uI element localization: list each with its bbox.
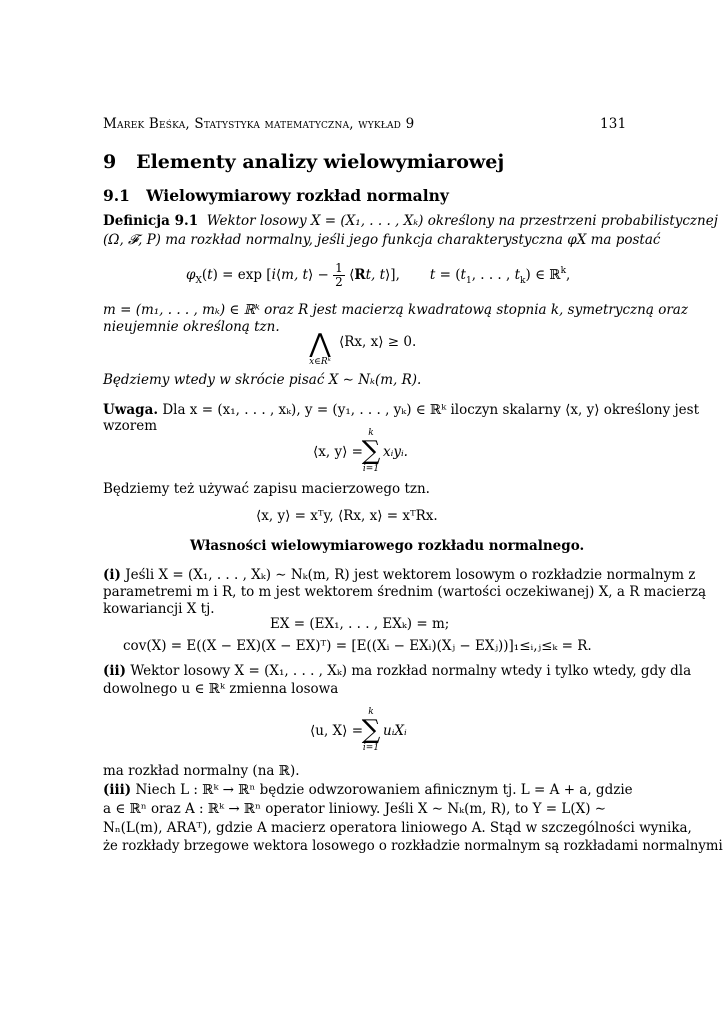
property-iii-line-3: Nₙ(L(m), ARAᵀ), gdzie A macierz operatora liniowego A. Stąd w szczególności wynika,	[103, 820, 692, 836]
remark-label: Uwaga.	[103, 402, 159, 418]
running-header-title: Marek Beśka, Statystyka matematyczna, wykład 9	[103, 116, 415, 132]
section-title: Elementy analizy wielowymiarowej	[136, 151, 505, 173]
definition-line-1	[103, 213, 718, 230]
section-heading	[103, 151, 505, 173]
section-number: 9	[103, 151, 117, 173]
property-i-line-1: (i) Jeśli X = (X₁, . . . , Xₖ) ∼ Nₖ(m, R) jest wektorem losowym o rozkładzie normalnym z	[103, 567, 696, 583]
property-ii-line-3: ma rozkład normalny (na ℝ).	[103, 763, 300, 779]
property-iii-line-4: że rozkłady brzegowe wektora losowego o rozkładzie normalnym są rozkładami normalnymi	[103, 838, 723, 854]
remark-line-3: Będziemy też używać zapisu macierzowego tzn.	[103, 481, 430, 497]
properties-heading: Własności wielowymiarowego rozkładu normalnego.	[190, 538, 585, 554]
matrix-notation-formula: ⟨x, y⟩ = xᵀy, ⟨Rx, x⟩ = xᵀRx.	[256, 508, 438, 524]
property-i-label: (i)	[103, 567, 121, 583]
property-iii-label: (iii)	[103, 782, 132, 798]
covariance-equation: cov(X) = E((X − EX)(X − EX)ᵀ) = [E((Xᵢ − EXᵢ)(Xⱼ − EXⱼ))]₁≤ᵢ,ⱼ≤ₖ = R.	[123, 638, 592, 654]
page-number: 131	[600, 116, 627, 132]
property-iii-line-1: (iii) Niech L : ℝᵏ → ℝⁿ będzie odwzorowaniem afinicznym tj. L = A + a, gdzie	[103, 782, 633, 798]
definition-line-2: (Ω, 𝓕, P) ma rozkład normalny, jeśli jego funkcja charakterystyczna φX ma postać	[103, 232, 661, 248]
mean-vector-equation: EX = (EX₁, . . . , EXₖ) = m;	[270, 616, 450, 632]
definition-line-3: m = (m₁, . . . , mₖ) ∈ ℝᵏ oraz R jest macierzą kwadratową stopnia k, symetryczną oraz	[103, 302, 688, 318]
remark-line-2: wzorem	[103, 418, 158, 434]
property-iii-line-2: a ∈ ℝⁿ oraz A : ℝᵏ → ℝⁿ operator liniowy. Jeśli X ∼ Nₖ(m, R), to Y = L(X) ∼	[103, 801, 607, 817]
subsection-heading	[103, 187, 449, 204]
summation-symbol: k ∑ i=1	[361, 428, 381, 474]
nonnegativity-inequality: ⟨Rx, x⟩ ≥ 0.	[339, 334, 417, 350]
remark-line-1	[103, 402, 699, 419]
linear-combination-rhs: uᵢXᵢ	[383, 723, 407, 739]
property-ii-label: (ii)	[103, 663, 127, 679]
one-half-fraction: $\frac{1}{2}$	[335, 261, 343, 289]
property-i-line-2: parametremi m i R, to m jest wektorem średnim (wartości oczekiwanej) X, a R macierzą	[103, 584, 707, 600]
subsection-number: 9.1	[103, 186, 130, 205]
inner-product-lhs: ⟨x, y⟩ =	[313, 444, 363, 460]
definition-label: Definicja 9.1	[103, 213, 199, 229]
summation-symbol-2: k ∑ i=1	[361, 707, 381, 753]
characteristic-function-formula: $\varphi_X(t) = \exp$ [i⟨m, t⟩ − $\frac{1}{2}$ ⟨Rt, t⟩], $t = (t_1$, . . . , $t_k$) ∈ ℝ$^k$,	[186, 261, 571, 289]
subsection-title: Wielowymiarowy rozkład normalny	[146, 186, 449, 205]
property-i-line-3: kowariancji X tj.	[103, 601, 215, 617]
property-ii-line-1: (ii) Wektor losowy X = (X₁, . . . , Xₖ) ma rozkład normalny wtedy i tylko wtedy, gdy dla	[103, 663, 692, 679]
definition-line-4: nieujemnie określoną tzn.	[103, 319, 280, 335]
property-ii-line-2: dowolnego u ∈ ℝᵏ zmienna losowa	[103, 681, 339, 697]
linear-combination-lhs: ⟨u, X⟩ =	[310, 723, 364, 739]
definition-text-1: Wektor losowy X = (X₁, . . . , Xₖ) określony na przestrzeni probabilistycznej	[206, 213, 718, 229]
inner-product-rhs: xᵢyᵢ.	[383, 444, 408, 460]
remark-text-1: Dla x = (x₁, . . . , xₖ), y = (y₁, . . . , yₖ) ∈ ℝᵏ iloczyn skalarny ⟨x, y⟩ określony jest	[162, 402, 700, 418]
big-wedge-operator: ⋀ x∈Rᵏ	[309, 329, 331, 367]
definition-notation: Będziemy wtedy w skrócie pisać X ∼ Nₖ(m, R).	[103, 372, 422, 388]
